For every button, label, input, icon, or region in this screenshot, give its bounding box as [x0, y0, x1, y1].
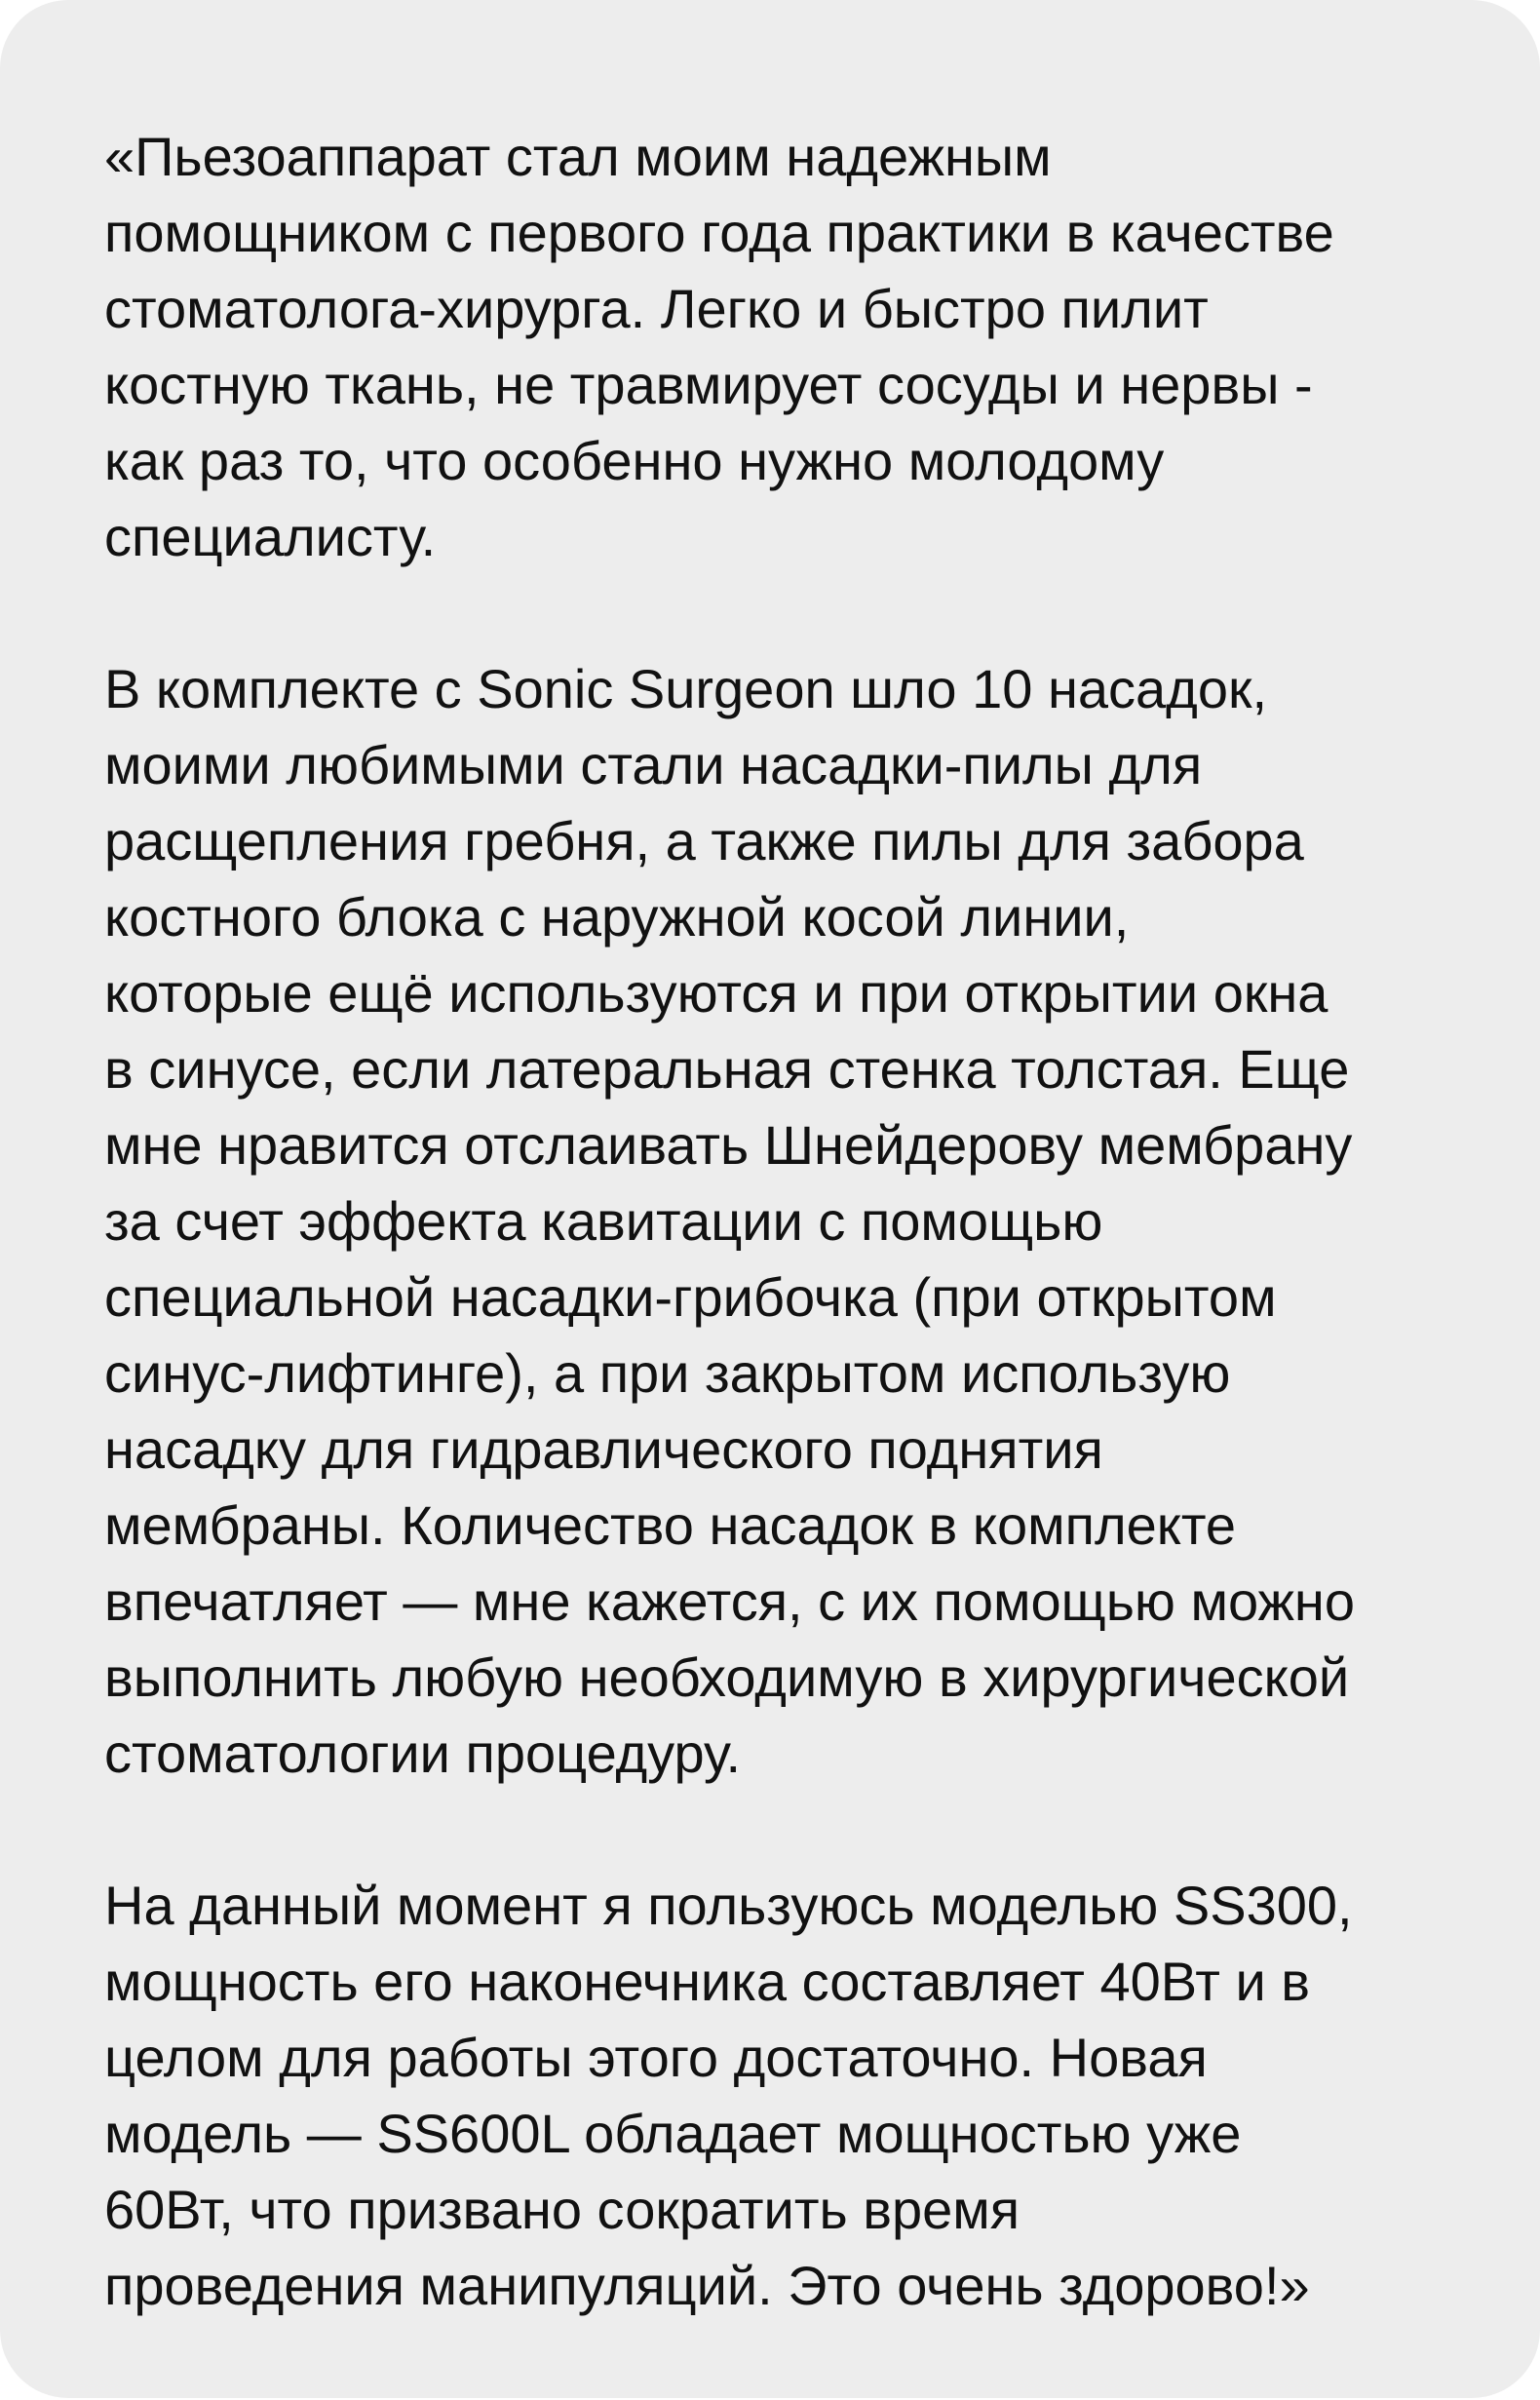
text-line: специальной насадки-грибочка (при открытом [104, 1266, 1277, 1328]
text-line: стоматолога-хирурга. Легко и быстро пилит [104, 278, 1209, 339]
text-line: синус-лифтинге), а при закрытом использую [104, 1342, 1231, 1404]
text-line: моими любимыми стали насадки-пилы для [104, 734, 1203, 795]
text-line: модель — SS600L обладает мощностью уже [104, 2103, 1242, 2164]
testimonial-text [104, 119, 1355, 2400]
text-line: костную ткань, не травмирует сосуды и нервы - [104, 354, 1313, 415]
text-line: помощником с первого года практики в качестве [104, 202, 1334, 263]
paragraph [104, 1868, 1355, 2324]
text-line: как раз то, что особенно нужно молодому [104, 430, 1165, 491]
text-line: впечатляет — мне кажется, с их помощью можно [104, 1570, 1355, 1632]
text-line: специалисту. [104, 506, 437, 567]
text-line: выполнить любую необходимую в хирургической [104, 1646, 1350, 1708]
text-line: в синусе, если латеральная стенка толстая. Еще [104, 1038, 1350, 1100]
text-line: мембраны. Количество насадок в комплекте [104, 1494, 1237, 1556]
paragraph [104, 651, 1355, 1792]
paragraph [104, 119, 1355, 575]
text-line: костного блока с наружной косой линии, [104, 886, 1130, 948]
text-line: целом для работы этого достаточно. Новая [104, 2027, 1208, 2088]
text-line: На данный момент я пользуюсь моделью SS300, [104, 1875, 1353, 1936]
text-line: проведения манипуляций. Это очень здорово!» [104, 2255, 1310, 2316]
text-line: мне нравится отслаивать Шнейдерову мембрану [104, 1114, 1353, 1176]
text-line: расщепления гребня, а также пилы для забора [104, 810, 1304, 871]
text-line: 60Вт, что призвано сократить время [104, 2179, 1020, 2240]
text-line: «Пьезоаппарат стал моим надежным [104, 126, 1052, 187]
text-line: которые ещё используются и при открытии окна [104, 962, 1328, 1024]
text-line: за счет эффекта кавитации с помощью [104, 1190, 1103, 1252]
text-line: мощность его наконечника составляет 40Вт и в [104, 1951, 1311, 2012]
text-line: насадку для гидравлического поднятия [104, 1418, 1103, 1480]
text-line: стоматологии процедуру. [104, 1723, 741, 1784]
text-line: В комплекте с Sonic Surgeon шло 10 насадок, [104, 658, 1268, 719]
